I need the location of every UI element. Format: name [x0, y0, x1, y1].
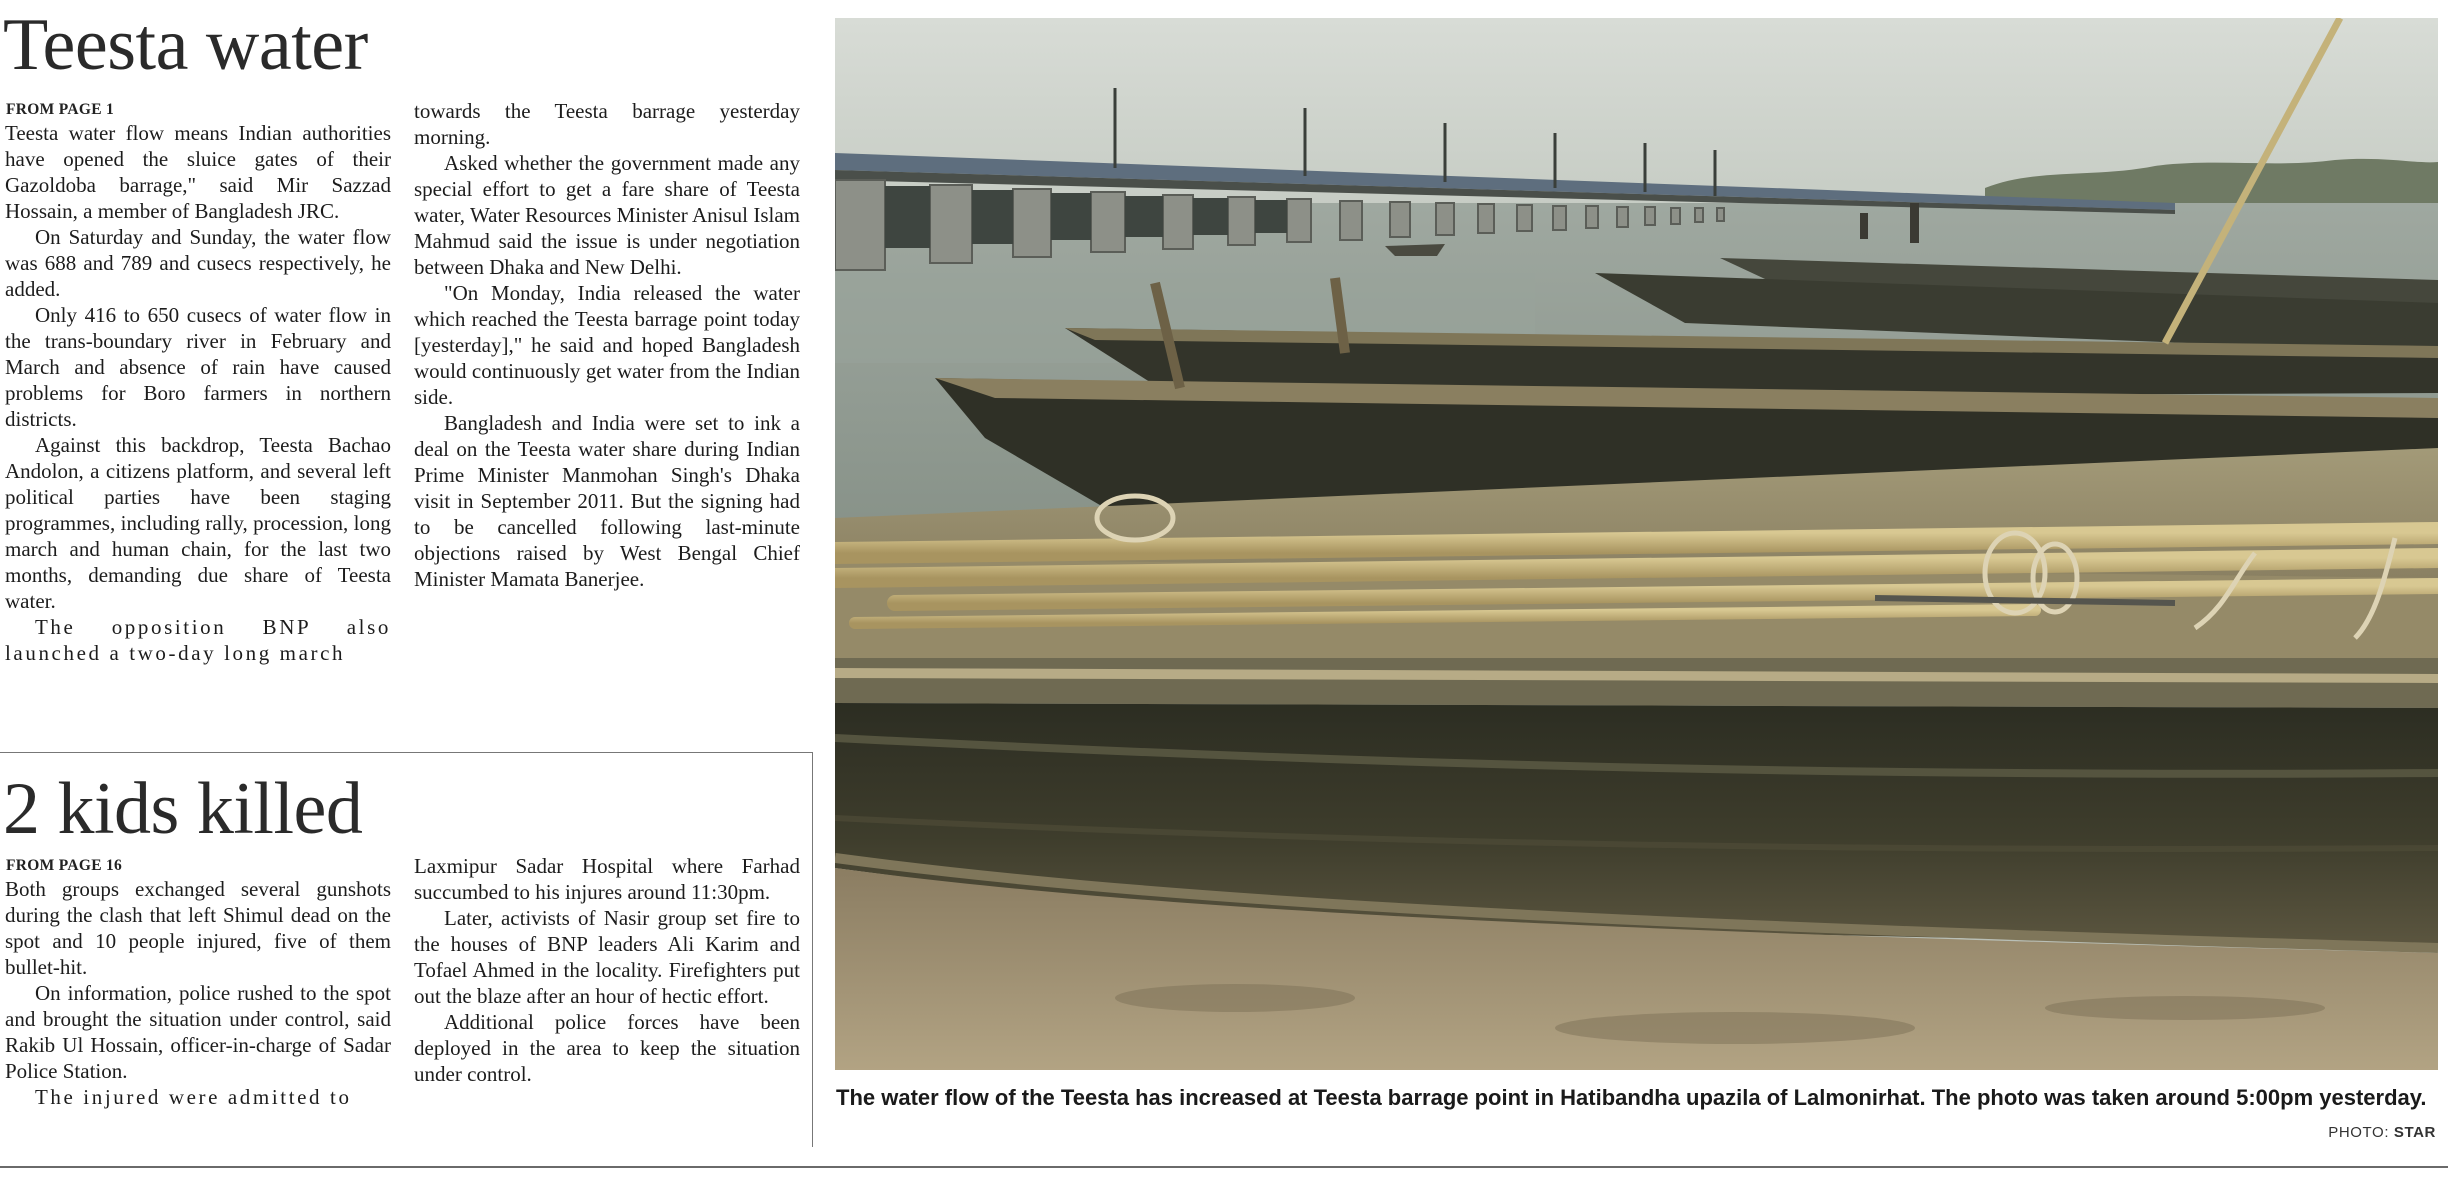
paragraph: Later, activists of Nasir group set fire to the houses of BNP leaders Ali Karim and Tofael Ahmed in the locality. Firefighters put out the blaze after an hour of hectic effort. — [414, 906, 800, 1008]
story-headline-teesta-water: Teesta water — [3, 4, 368, 86]
paragraph: On information, police rushed to the spot and brought the situation under control, said Rakib Ul Hossain, officer-in-charge of Sadar Police Station. — [5, 981, 391, 1083]
paragraph: Teesta water flow means Indian authorities have opened the sluice gates of their Gazoldoba barrage," said Mir Sazzad Hossain, a member of Bangladesh JRC. — [5, 121, 391, 223]
paragraph: Additional police forces have been deployed in the area to keep the situation under control. — [414, 1010, 800, 1086]
paragraph: towards the Teesta barrage yesterday morning. — [414, 99, 800, 149]
story1-column-1 — [5, 120, 391, 666]
photo-credit — [2328, 1124, 2436, 1141]
paragraph: Bangladesh and India were set to ink a deal on the Teesta water share during Indian Prime Minister Manmohan Singh's Dhaka visit in September 2011. But the signing had to be cancelled following last-minute objections raised by West Bengal Chief Minister Mamata Banerjee. — [414, 411, 800, 591]
photo-illustration — [835, 18, 2438, 1070]
story2-column-2 — [414, 853, 800, 1087]
paragraph: Against this backdrop, Teesta Bachao Andolon, a citizens platform, and several left political parties have been staging programmes, including rally, procession, long march and human chain, for the last two months, demanding due share of Teesta water. — [5, 433, 391, 613]
story-headline-2-kids-killed: 2 kids killed — [3, 768, 363, 850]
paragraph: On Saturday and Sunday, the water flow was 688 and 789 and cusecs respectively, he added. — [5, 225, 391, 301]
paragraph: "On Monday, India released the water which reached the Teesta barrage point today [yesterday]," he said and hoped Bangladesh would continuously get water from the Indian side. — [414, 281, 800, 409]
page-bottom-rule — [0, 1166, 2448, 1168]
paragraph: The opposition BNP also launched a two-day long march — [5, 615, 391, 665]
story-kicker-from-page-1: FROM PAGE 1 — [6, 101, 115, 118]
photo-credit-source: STAR — [2393, 1124, 2436, 1141]
story2-column-1 — [5, 876, 391, 1110]
news-photo-teesta-barrage-boats — [835, 18, 2438, 1070]
photo-credit-label: PHOTO: — [2328, 1124, 2390, 1141]
paragraph: Laxmipur Sadar Hospital where Farhad succumbed to his injures around 11:30pm. — [414, 854, 800, 904]
paragraph: Both groups exchanged several gunshots during the clash that left Shimul dead on the spot and 10 people injured, five of them bullet-hit. — [5, 877, 391, 979]
photo-caption: The water flow of the Teesta has increased at Teesta barrage point in Hatibandha upazila of Lalmonirhat. The photo was taken around 5:00pm yesterday. — [836, 1085, 2427, 1110]
paragraph: The injured were admitted to — [35, 1085, 352, 1109]
story1-column-2 — [414, 98, 800, 592]
story-kicker-from-page-16: FROM PAGE 16 — [6, 857, 123, 874]
paragraph: Only 416 to 650 cusecs of water flow in the trans-boundary river in February and March and absence of rain have caused problems for Boro farmers in northern districts. — [5, 303, 391, 431]
foreground-boat — [835, 448, 2438, 948]
paragraph: Asked whether the government made any special effort to get a fare share of Teesta water, Water Resources Minister Anisul Islam Mahmud said the issue is under negotiation between Dhaka and New Delhi. — [414, 151, 800, 279]
small-boat — [1385, 244, 1445, 256]
